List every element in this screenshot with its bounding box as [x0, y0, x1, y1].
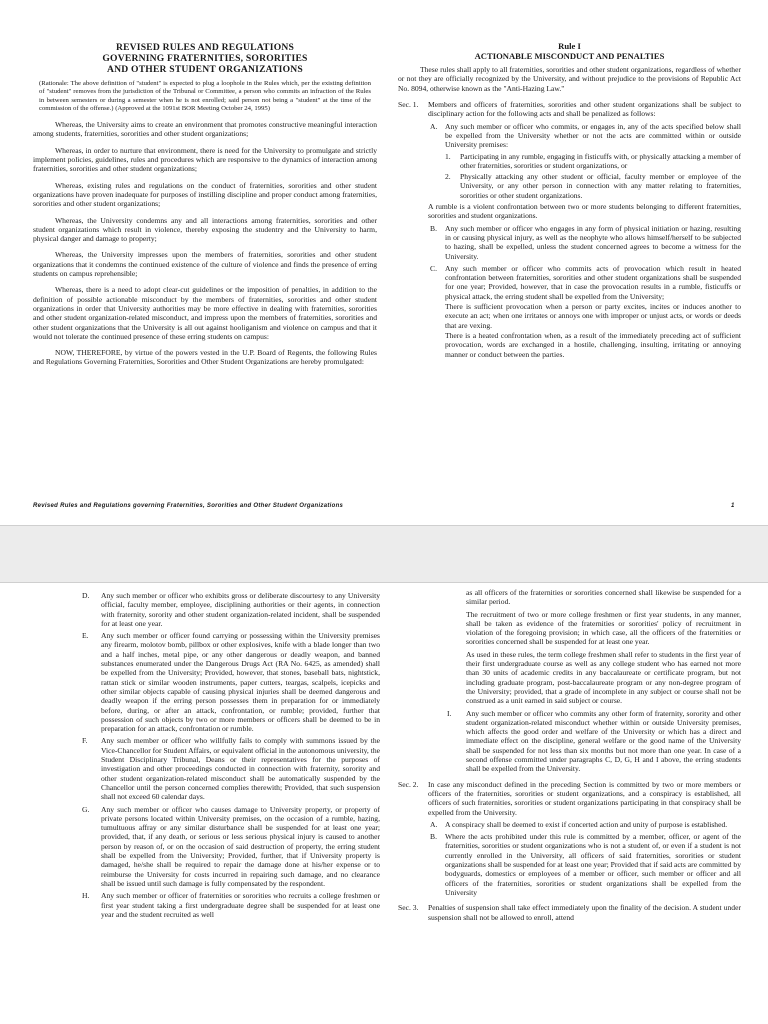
item-c-provocation-definition: There is sufficient provocation when a person or party excites, incites or induces another to execute an act; when one irritates or annoys one with improper or unjust acts, or words or deeds that are vexing.	[445, 302, 741, 330]
section-2-item-b-text: Where the acts prohibited under this rule is committed by a member, officer, or agent of the fraternities, sororities or student organizations who is not a student of, or even if a student is not currently enrolled in the University, all officers of said fraternities, sororities or student organizations shall be suspended for at least one year; Provided that if said acts are committed by bodyguards, domestics or employees of a member or officer, such member or officer and all officers of the fraternities, sororities or student organizations shall be expelled from the University	[445, 832, 741, 897]
page2-left-column	[80, 588, 380, 1024]
whereas-paragraph-2: Whereas, in order to nurture that environment, there is need for the University to promulgate and strictly implement policies, guidelines, rules and procedures which are responsive to the dynamics of interaction among fraternities, sororities and other student organizations;	[33, 145, 377, 174]
item-b-label: B.	[430, 223, 437, 233]
section-2-text: In case any misconduct defined in the preceding Section is committed by two or more members or officers of the fraternities, sororities or student organizations, and a conspiracy is established, all officers of such fraternities, sororities or student organizations participating in that conspiracy shall be expelled from the University.	[428, 779, 741, 817]
rule-title: ACTIONABLE MISCONDUCT AND PENALTIES	[474, 50, 665, 61]
item-a-label: A.	[430, 121, 438, 131]
page-footer-title: Revised Rules and Regulations governing Fraternities, Sororities and Other Student Organizations	[33, 503, 344, 509]
section-2-item-a-label: A.	[430, 819, 438, 829]
item-d-text: Any such member or officer who exhibits gross or deliberate discourtesy to any University official, faculty member, employee, disciplining authorities or their agents, in connection with fraternity, sorority and other student organization-related incident, shall be suspended for at least one year.	[101, 591, 380, 628]
item-c	[428, 264, 741, 359]
item-c-text: Any such member or officer who commits acts of provocation which result in heated confrontation between fraternities, sororities and other student organizations shall be suspended for one year; Provided, however, that in case the provocation results in a rumble, fisticuffs or physical attack, the erring student shall be expelled from the University;	[445, 263, 741, 301]
item-a-sub-1-text: Participating in any rumble, engaging in fisticuffs with, or physically attacking a member of other fraternities, sororities or student organizations, or	[460, 151, 741, 170]
document-title-line-1: REVISED RULES AND REGULATIONS	[115, 42, 295, 53]
whereas-paragraph-5: Whereas, the University impresses upon the members of fraternities, sororities and other student organizations that it condemns the continued existence of the culture of violence and finds the presence of erring students on campus reprehensible;	[33, 250, 377, 279]
section-1	[398, 100, 741, 359]
recruitment-paragraph: The recruitment of two or more college freshmen or first year students, in any manner, shall be taken as evidence of the fraternities or sororities' policy of recruitment in violation of the foregoing provision; in which case, all the officers of the fraternities or sororities concerned shall be suspended for at least one year.	[466, 609, 741, 647]
section-2-item-b-label: B.	[430, 832, 437, 842]
section-2-item-b	[428, 832, 741, 897]
page-number: 1	[731, 503, 735, 509]
item-d	[80, 591, 380, 628]
college-freshmen-definition: As used in these rules, the term college freshmen shall refer to students in the first year of their first undergraduate course as well as any college student who has earned not more than 30 units of academic credits in any baccalaureate or certificate program, but not including graduate program, post-baccalaureate program or any non-degree program of the University; provided, that a grade of incomplete in any subject or course shall not be construed as a unit earned in said subject or course.	[466, 649, 741, 706]
section-2-item-a	[428, 820, 741, 829]
item-f-text: Any such member or officer who willfully fails to comply with summons issued by the Vice-Chancellor for Student Affairs, or equivalent official in the autonomous university, the Student Disciplinary Tribunal, Deans or their representatives for the purposes of investigation and other proceedings conducted in connection with fraternity, sorority and other student organization-related misconduct shall be automatically suspended by the Chancellor until the person concerned complies therewith; Provided, that such suspension shall not exceed 60 calendar days.	[101, 736, 380, 802]
item-i	[445, 709, 741, 774]
item-h-label: H.	[82, 891, 90, 901]
whereas-paragraph-4: Whereas, the University condemns any and all interactions among fraternities, sororities and other student organizations which result in violence, thereby exposing the studentry and the University to harm, physical danger and damage to property;	[33, 215, 377, 244]
section-1-label: Sec. 1.	[398, 100, 419, 110]
item-d-label: D.	[82, 591, 90, 600]
document-page-2	[0, 583, 768, 1024]
section-3	[398, 903, 741, 922]
whereas-paragraph-1: Whereas, the University aims to create an environment that promotes constructive meaningful interaction among students, fraternities, sororities and other student organizations;	[33, 120, 377, 139]
item-h-continuation: as all officers of the fraternities or sororities concerned shall likewise be suspended for a similar period.	[466, 588, 741, 607]
rationale-note: (Rationale: The above definition of "student" is expected to plug a loophole in the Rules which, per the existing definition of "student" removes from the jurisdiction of the Tribunal or Committee, a person who commits an infraction of the Rules in between semesters or during a semester when he is not enrolled; said person not being a "student" at the time of the commission of the offense.) (Approved at the 1091st BOR Meeting October 24, 1995)	[39, 80, 371, 112]
whereas-paragraph-6: Whereas, there is a need to adopt clear-cut guidelines or the imposition of penalties, in addition to the definition of possible actionable misconduct by the members of fraternities, sororities and other student organizations in order that University authorities may be more effective in dealing with fraternities, sororities and other student organization-related misconduct, and impress upon the members of fraternities, sororities and other student organizations that the University is all out against hooliganism and violence on campus and that it would not tolerate the continued presence of these erring students on campus:	[33, 285, 377, 341]
item-b-text: Any such member or officer who engages in any form of physical initiation or hazing, resulting in or causing physical injury, as well as the neophyte who allows himself/herself to be subjected to hazing, shall be expelled, unless the student concerned agrees to become a witness for the University.	[445, 223, 741, 261]
item-a-sub-2	[445, 172, 741, 200]
item-h	[80, 891, 380, 919]
page2-right-column	[398, 588, 741, 1024]
item-f-label: F.	[82, 736, 88, 746]
item-a-sub-1-label: 1.	[445, 151, 451, 161]
rule-heading: Rule I	[558, 42, 581, 51]
item-a-sub-2-text: Physically attacking any other student or official, faculty member or employee of the University, or any other person in connection with any matter relating to fraternities, sororities or other student organizations.	[460, 172, 741, 200]
item-h-text: Any such member or officer of fraternities or sororities who recruits a college freshmen or first year student taking a first undergraduate degree shall be suspended for at least one year and the student recruited as well	[101, 891, 380, 919]
item-a-sub-1	[445, 152, 741, 171]
section-2	[398, 780, 741, 898]
document-title-line-2: GOVERNING FRATERNITIES, SORORITIES	[102, 53, 308, 64]
whereas-paragraph-3: Whereas, existing rules and regulations on the conduct of fraternities, sororities and other student organizations have proven inadequate for purposes of instilling discipline and proper conduct among fraternities, sororities and other student organizations;	[33, 180, 377, 209]
item-a	[428, 122, 741, 200]
rule-intro-paragraph: These rules shall apply to all fraternities, sororities and other student organizations, regardless of whether or not they are officially recognized by the University, and without prejudice to the provisions of Republic Act No. 8094, otherwise known as the "Anti-Hazing Law."	[398, 65, 741, 93]
item-g	[80, 805, 380, 889]
now-therefore-paragraph: NOW, THEREFORE, by virtue of the powers vested in the U.P. Board of Regents, the following Rules and Regulations Governing Fraternities, Sororities and Other Student Organizations are hereby promulgated:	[33, 348, 377, 367]
item-f	[80, 736, 380, 801]
page-separator	[0, 525, 768, 583]
item-a-text: Any such member or officer who commits, or engages in, any of the acts specified below shall be expelled from the University whether or not the acts are committed within or outside University premises:	[445, 121, 741, 150]
item-a-sub-2-label: 2.	[445, 172, 451, 182]
item-c-label: C.	[430, 263, 437, 273]
item-g-text: Any such member or officer who causes damage to University property, or property of private persons located within University premises, on the occasion of a rumble, hazing, tumultuous affray or any similar disturbance shall be suspended for at least one year; provided, that, if any death, or serious or less serious physical injury is caused to another person by reason of, or on the occasion of said destruction of property, the erring student shall be expelled from the University; Provided, further, that if University property is damaged, he/she shall be required to repair the damage done at his/her expense or to reimburse the University for costs incurred in repairing such damage, and no clearance shall be issued until such damage is fully compensated by the respondent.	[101, 804, 380, 888]
item-c-confrontation-definition: There is a heated confrontation when, as a result of the immediately preceding act of sufficient provocation, words are exchanged in a hostile, challenging, insulting, irritating or annoying manner or conduct between the parties.	[445, 330, 741, 359]
item-e-text: Any such member or officer found carrying or possessing within the University premises any firearm, molotov bomb, pillbox or other explosives, knife with a blade longer than two and a half inches, metal pipe, or any other dangerous or deadly weapon, and banned substances enumerated under the Dangerous Drugs Act (RA No. 6425, as amended) shall be expelled from the University; Provided, however, that stones, baseball bats, nightstick, rattan stick or similar wooden instruments, paper cutters, teargas, scalpels, icepicks and other similar objects capable of causing physical injuries shall be deemed dangerous and deadly weapon if the erring person possesses them in preparation for or immediately before, during, or after an attack, confrontation, or rumble; provided, further that possession of such objects by two or more members or officers shall be deemed to be in preparation for an attack, confrontation or rumble.	[101, 631, 380, 734]
document-title-line-3: AND OTHER STUDENT ORGANIZATIONS	[107, 64, 303, 75]
item-e-label: E.	[82, 631, 89, 641]
section-2-item-a-text: A conspiracy shall be deemed to exist if concerted action and unity of purpose is established.	[445, 819, 728, 829]
item-i-text: Any such member or officer who commits any other form of fraternity, sorority and other student organization-related misconduct whether within or outside University premises, which affects the good order and welfare of the University or which has a direct and immediate effect on the discipline, general welfare or the good name of the University shall be suspended for not less than six months but not more than one year. In case of a second offense committed under paragraphs C, D, G, H and I above, the erring students shall be expelled from the University.	[466, 708, 741, 774]
page1-left-column	[33, 42, 377, 442]
section-2-label: Sec. 2.	[398, 779, 419, 789]
item-i-label: I.	[447, 708, 452, 718]
item-e	[80, 631, 380, 733]
item-b	[428, 224, 741, 261]
section-3-text: Penalties of suspension shall take effect immediately upon the finality of the decision. A student under suspension shall not be allowed to enroll, attend	[428, 903, 741, 922]
page1-right-column	[398, 42, 741, 482]
rumble-definition: A rumble is a violent confrontation between two or more students belonging to different fraternities, sororities and student organizations.	[428, 202, 741, 221]
section-3-label: Sec. 3.	[398, 903, 419, 913]
item-g-label: G.	[82, 804, 90, 814]
section-1-text: Members and officers of fraternities, sororities and other student organizations shall be subject to disciplinary action for the following acts and shall be penalized as follows:	[428, 100, 741, 119]
